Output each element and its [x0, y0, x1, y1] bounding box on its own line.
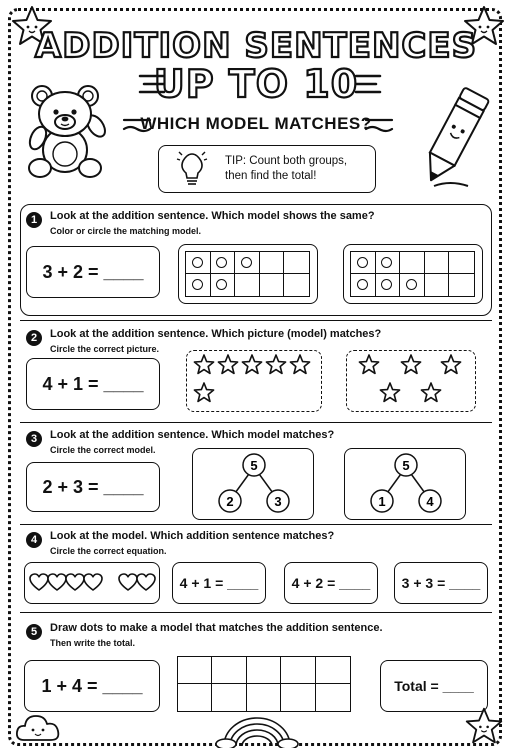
question-instruction: Circle the correct picture.	[50, 344, 160, 354]
deco-lines	[138, 72, 168, 96]
section-divider	[20, 612, 492, 613]
title-line-1: ADDITION SENTENCES	[34, 26, 478, 66]
title-line-2: UP TO 10	[153, 62, 359, 106]
equation-box[interactable]: 3 + 2 = ____	[26, 246, 160, 298]
question-prompt: Look at the model. Which addition sentence matches?	[50, 530, 335, 542]
ten-frame	[350, 251, 475, 297]
bond-part: 1	[378, 494, 386, 509]
question-prompt: Look at the addition sentence. Which picture (model) matches?	[50, 328, 382, 340]
bond-whole: 5	[250, 458, 258, 473]
star-group	[187, 351, 321, 411]
equation-box[interactable]: 1 + 4 = ____	[24, 660, 160, 712]
equation-choice-c[interactable]: 3 + 3 = ____	[394, 562, 488, 604]
teddy-bear-icon	[26, 82, 110, 182]
question-number: 4	[26, 532, 42, 548]
equation-choice-a[interactable]: 4 + 1 = ____	[172, 562, 266, 604]
bond-part: 3	[274, 494, 282, 509]
cloud-icon	[14, 706, 64, 746]
number-bond	[193, 449, 313, 519]
question-instruction: Circle the correct model.	[50, 445, 156, 455]
section-divider	[20, 422, 492, 423]
model-option-a[interactable]	[178, 244, 318, 304]
question-instruction: Color or circle the matching model.	[50, 226, 202, 236]
tip-line-1: TIP: Count both groups,	[225, 155, 348, 167]
total-box[interactable]: Total = ____	[380, 660, 488, 712]
bond-part: 2	[226, 494, 234, 509]
tip-line-2: then find the total!	[225, 170, 317, 182]
question-prompt: Draw dots to make a model that matches the addition sentence.	[50, 622, 383, 634]
bond-part: 4	[426, 494, 434, 509]
question-number: 5	[26, 624, 42, 640]
number-bond	[345, 449, 465, 519]
deco-lines	[352, 72, 382, 96]
question-number: 1	[26, 212, 42, 228]
empty-ten-frame[interactable]	[177, 656, 351, 712]
subtitle: WHICH MODEL MATCHES?	[140, 114, 372, 133]
bond-option-a[interactable]	[192, 448, 314, 520]
rainbow-icon	[214, 714, 300, 748]
question-instruction: Circle the correct equation.	[50, 546, 167, 556]
question-prompt: Look at the addition sentence. Which model matches?	[50, 429, 335, 441]
heart-model	[24, 562, 160, 604]
question-instruction: Then write the total.	[50, 638, 136, 648]
bond-option-b[interactable]	[344, 448, 466, 520]
picture-option-a[interactable]	[186, 350, 322, 412]
heart-group	[25, 563, 159, 603]
star-icon	[464, 706, 504, 746]
picture-option-b[interactable]	[346, 350, 476, 412]
equation-box[interactable]: 4 + 1 = ____	[26, 358, 160, 410]
deco-lines	[362, 114, 396, 136]
model-option-b[interactable]	[343, 244, 483, 304]
bond-whole: 5	[402, 458, 410, 473]
equation-choice-b[interactable]: 4 + 2 = ____	[284, 562, 378, 604]
question-number: 3	[26, 431, 42, 447]
pencil-icon	[416, 82, 492, 192]
ten-frame	[185, 251, 310, 297]
section-divider	[20, 320, 492, 321]
section-divider	[20, 524, 492, 525]
question-number: 2	[26, 330, 42, 346]
lightbulb-icon	[175, 151, 209, 187]
star-group	[347, 351, 475, 411]
tip-text	[225, 154, 347, 184]
equation-box[interactable]: 2 + 3 = ____	[26, 462, 160, 512]
tip-box	[158, 145, 376, 193]
question-prompt: Look at the addition sentence. Which model shows the same?	[50, 210, 375, 222]
